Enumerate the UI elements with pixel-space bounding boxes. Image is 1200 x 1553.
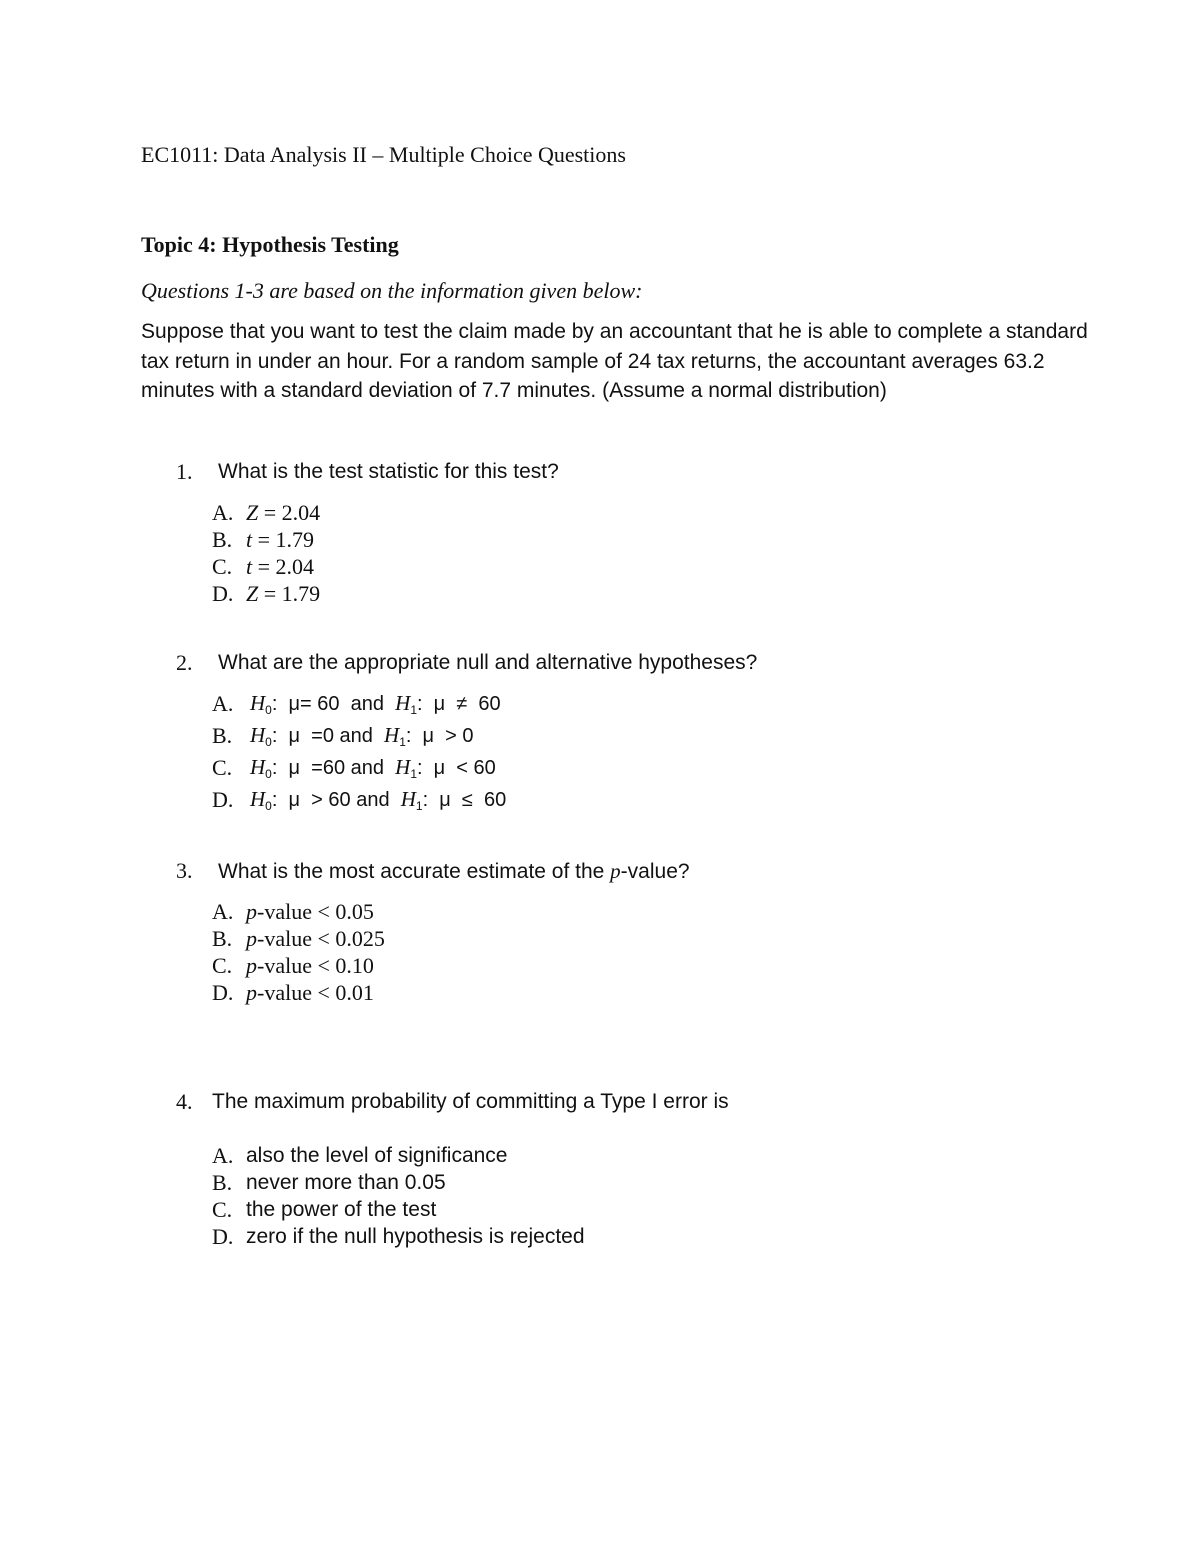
h0-subscript: 0 (265, 703, 272, 717)
answer-option (246, 925, 385, 952)
paragraph-line: tax return in under an hour. For a random sample of 24 tax returns, the accountant averages 63.2 (141, 349, 1045, 373)
question-text: What is the test statistic for this test? (218, 460, 559, 483)
option-letter: D. (212, 1224, 234, 1249)
h1-symbol: H (400, 787, 416, 811)
paragraph-line: Suppose that you want to test the claim made by an accountant that he is able to complete a standard (141, 320, 1088, 343)
h0-subscript: 0 (265, 799, 272, 813)
option-letter: B. (212, 1170, 233, 1195)
h1-subscript: 1 (399, 735, 406, 749)
option-letter: D. (212, 581, 234, 606)
question-text: The maximum probability of committing a Type I error is (212, 1090, 729, 1113)
h0-symbol: H (250, 755, 266, 779)
variable: p (246, 953, 257, 978)
h1-subscript: 1 (410, 703, 418, 717)
question-text-part: What is the most accurate estimate of the (218, 860, 611, 883)
alternative-hypothesis: : μ ≠ 60 (417, 693, 501, 715)
hypothesis-option (250, 690, 501, 718)
answer-option (246, 526, 314, 553)
scenario-paragraph (141, 317, 1088, 406)
h0-symbol: H (250, 723, 266, 747)
h0-symbol: H (250, 787, 266, 811)
answer-option (246, 979, 374, 1006)
answer-option (246, 898, 374, 925)
h1-symbol: H (395, 755, 411, 779)
h1-subscript: 1 (415, 799, 423, 813)
question-text: What are the appropriate null and alternative hypotheses? (218, 651, 758, 674)
answer-option: zero if the null hypothesis is rejected (246, 1225, 585, 1248)
variable: p (246, 980, 257, 1005)
null-hypothesis: : μ= 60 (271, 693, 340, 715)
null-hypothesis: : μ =60 (271, 757, 346, 779)
h1-symbol: H (384, 723, 400, 747)
option-value: = 2.04 (258, 500, 321, 525)
h1-symbol: H (395, 691, 411, 715)
h0-symbol: H (250, 691, 266, 715)
variable: t (246, 527, 253, 552)
option-letter: C. (212, 554, 233, 579)
and-word: and (345, 757, 396, 779)
option-value: -value < 0.05 (257, 899, 374, 924)
variable: p (610, 859, 621, 883)
answer-option: also the level of significance (246, 1144, 508, 1167)
option-letter: C. (212, 953, 233, 978)
option-value: = 2.04 (252, 554, 315, 579)
and-word: and (333, 725, 385, 747)
alternative-hypothesis: : μ > 0 (405, 725, 474, 747)
option-value: -value < 0.025 (257, 926, 385, 951)
question-number: 1. (176, 459, 193, 484)
answer-option (246, 580, 320, 607)
question-number: 4. (176, 1089, 193, 1114)
option-value: -value < 0.01 (257, 980, 374, 1005)
option-value: = 1.79 (252, 527, 315, 552)
topic-heading: Topic 4: Hypothesis Testing (141, 232, 399, 257)
question-text (218, 857, 690, 886)
variable: p (246, 899, 257, 924)
variable: t (246, 554, 253, 579)
answer-option: the power of the test (246, 1198, 437, 1221)
option-letter: D. (212, 980, 234, 1005)
intro-note: Questions 1-3 are based on the information given below: (141, 278, 643, 303)
variable: Z (246, 500, 259, 525)
answer-option (246, 553, 314, 580)
and-word: and (339, 693, 396, 715)
answer-option (246, 952, 374, 979)
alternative-hypothesis: : μ < 60 (417, 757, 496, 779)
option-value: = 1.79 (258, 581, 321, 606)
h0-subscript: 0 (265, 735, 272, 749)
document-header: EC1011: Data Analysis II – Multiple Choice Questions (141, 142, 626, 167)
hypothesis-option (250, 722, 474, 750)
h1-subscript: 1 (410, 767, 417, 781)
question-number: 2. (176, 650, 193, 675)
option-letter: C. (212, 755, 233, 780)
hypothesis-option (250, 754, 496, 782)
option-letter: D. (212, 787, 234, 812)
option-letter: A. (212, 691, 234, 716)
answer-option (246, 499, 320, 526)
variable: Z (246, 581, 259, 606)
question-text-part: -value? (620, 860, 690, 883)
option-letter: A. (212, 899, 234, 924)
option-letter: B. (212, 723, 233, 748)
paragraph-line: minutes with a standard deviation of 7.7 minutes. (Assume a normal distribution) (141, 379, 887, 402)
option-value: -value < 0.10 (257, 953, 374, 978)
option-letter: C. (212, 1197, 233, 1222)
option-letter: B. (212, 926, 233, 951)
option-letter: A. (212, 500, 234, 525)
answer-option: never more than 0.05 (246, 1171, 446, 1194)
hypothesis-option (250, 786, 506, 814)
and-word: and (350, 789, 401, 811)
alternative-hypothesis: : μ ≤ 60 (422, 789, 507, 811)
option-letter: A. (212, 1143, 234, 1168)
null-hypothesis: : μ > 60 (271, 789, 351, 811)
null-hypothesis: : μ =0 (271, 725, 334, 747)
question-number: 3. (176, 858, 193, 883)
h0-subscript: 0 (265, 767, 272, 781)
variable: p (246, 926, 257, 951)
option-letter: B. (212, 527, 233, 552)
